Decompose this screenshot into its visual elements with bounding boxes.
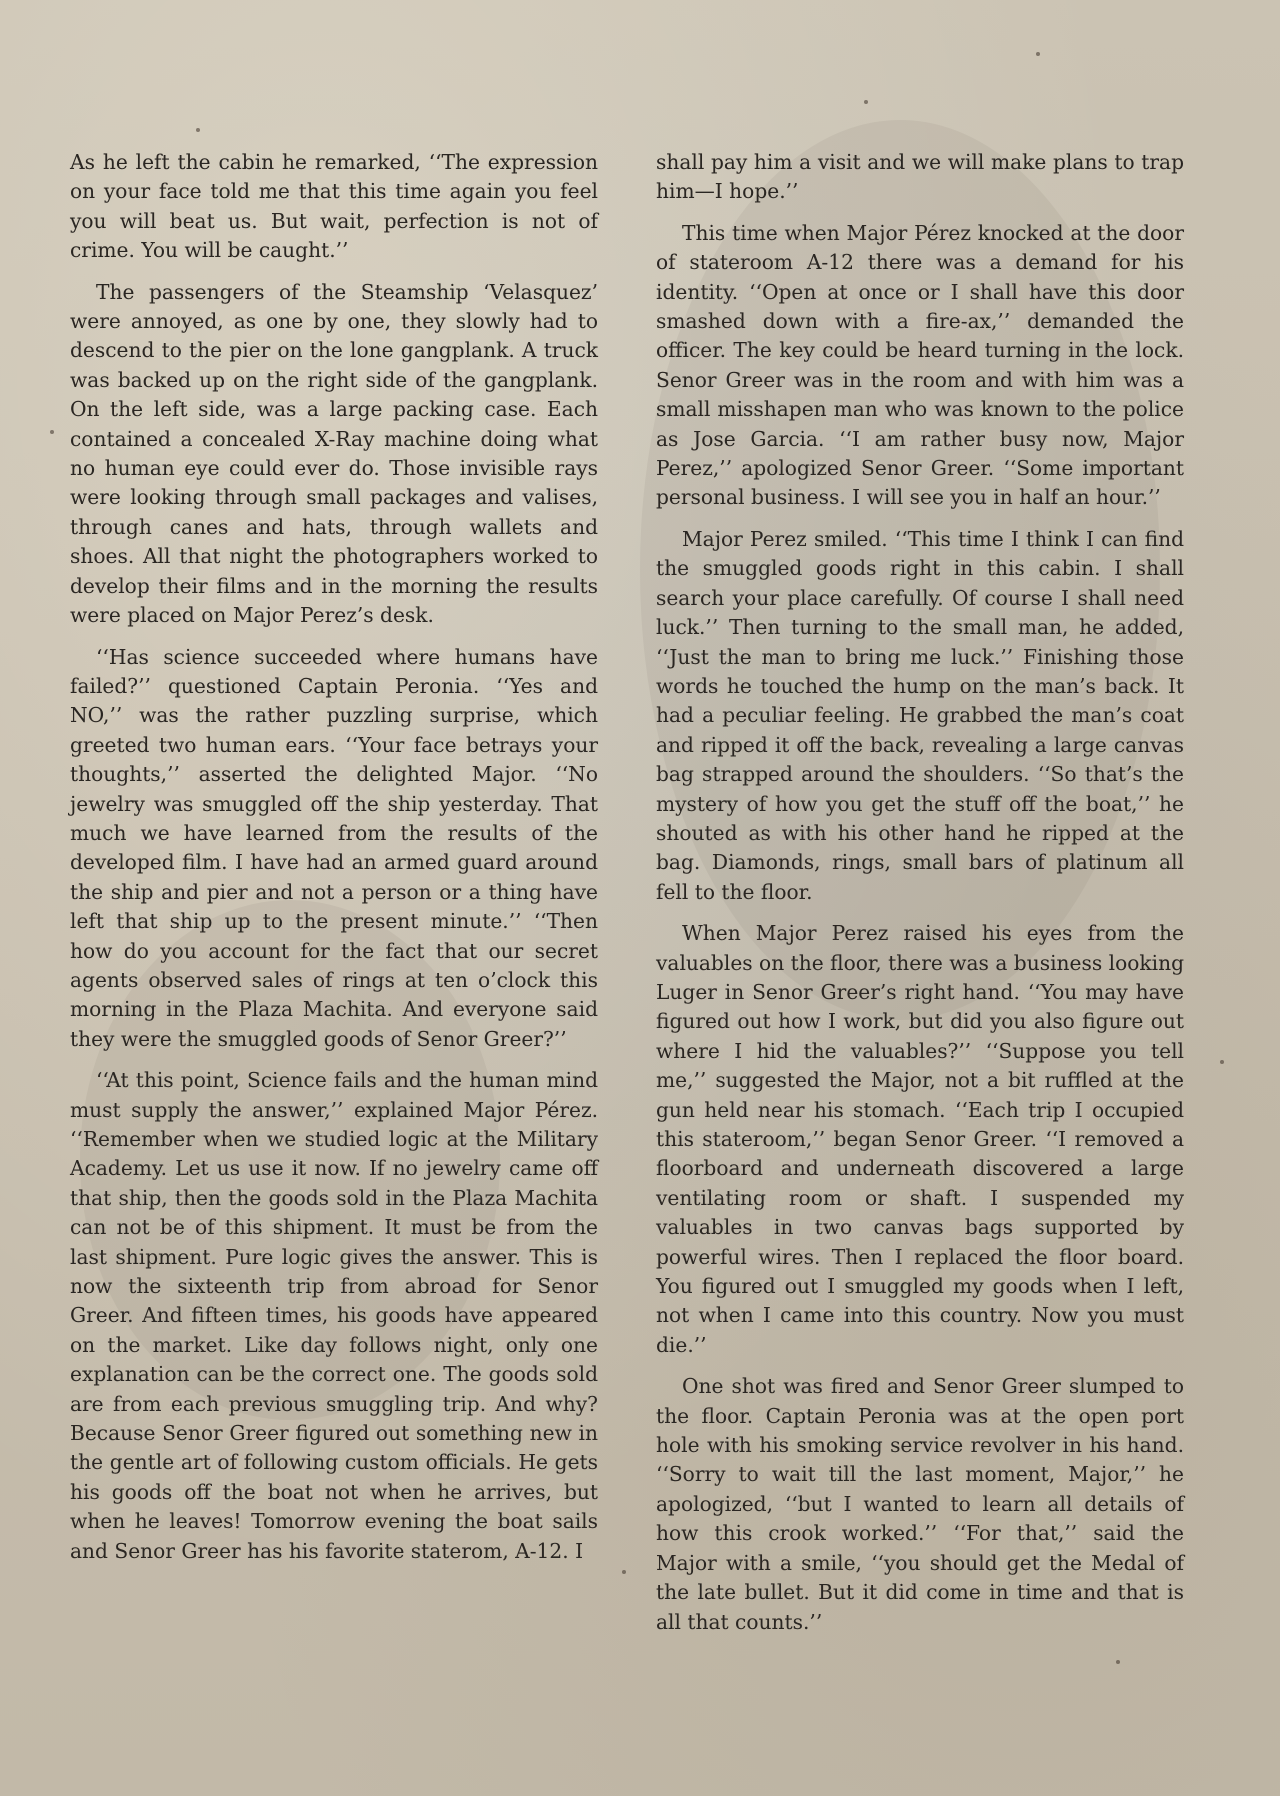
paragraph: One shot was fired and Senor Greer slumped to the floor. Captain Peronia was at the open port hole with his smoking service revolver in his hand. ‘‘Sorry to wait till the last moment, Major,’’ he apologized, ‘‘but I wanted to learn all details of how this crook worked.’’ ‘‘For that,’’ said the Major with a smile, ‘‘you should get the Medal of the late bullet. But it did come in time and that is all that counts.’’: [656, 1374, 1184, 1634]
paper-speck: [622, 1570, 626, 1574]
paper-speck: [1036, 52, 1040, 56]
paragraph: Major Perez smiled. ‘‘This time I think I can find the smuggled goods right in this cabin. I shall search your place carefully. Of course I shall need luck.’’ Then turning to the small man, he added, ‘‘Just the man to bring me luck.’’ Finishing those words he touched the hump on the man’s back. It had a peculiar feeling. He grabbed the man’s coat and ripped it off the back, revealing a large canvas bag strapped around the shoulders. ‘‘So that’s the mystery of how you get the stuff off the boat,’’ he shouted as with his other hand he ripped at the bag. Diamonds, rings, small bars of platinum all fell to the floor.: [656, 526, 1184, 904]
paper-speck: [196, 128, 200, 132]
paragraph: The passengers of the Steamship ‘Velasquez’ were annoyed, as one by one, they slowly had to descend to the pier on the lone gangplank. A truck was backed up on the right side of the gangplank. On the left side, was a large packing case. Each contained a concealed X-Ray machine doing what no human eye could ever do. Those invisible rays were looking through small packages and valises, through canes and hats, through wallets and shoes. All that night the photographers worked to develop their films and in the morning the results were placed on Major Perez’s desk.: [70, 279, 598, 628]
paper-speck: [1116, 1660, 1120, 1664]
paper-speck: [50, 430, 54, 434]
paragraph: As he left the cabin he remarked, ‘‘The expression on your face told me that this time again you feel you will beat us. But wait, perfection is not of crime. You will be caught.’’: [70, 150, 598, 263]
paragraph: shall pay him a visit and we will make plans to trap him—I hope.’’: [656, 150, 1184, 204]
paper-speck: [1220, 1060, 1224, 1064]
paragraph: When Major Perez raised his eyes from the valuables on the floor, there was a business looking Luger in Senor Greer’s right hand. ‘‘You may have figured out how I work, but did you also figure out where I hid the valuables?’’ ‘‘Suppose you tell me,’’ suggested the Major, not a bit ruffled at the gun held near his stomach. ‘‘Each trip I occupied this stateroom,’’ began Senor Greer. ‘‘I removed a floorboard and underneath discovered a large ventilating room or shaft. I suspended my valuables in two canvas bags supported by powerful wires. Then I replaced the floor board. You figured out I smuggled my goods when I left, not when I came into this country. Now you must die.’’: [656, 921, 1184, 1357]
paper-speck: [864, 100, 868, 104]
right-column: [656, 148, 1184, 1649]
paragraph: This time when Major Pérez knocked at the door of stateroom A-12 there was a demand for his identity. ‘‘Open at once or I shall have this door smashed down with a fire-ax,’’ demanded the officer. The key could be heard turning in the lock. Senor Greer was in the room and with him was a small misshapen man who was known to the police as Jose Garcia. ‘‘I am rather busy now, Major Perez,’’ apologized Senor Greer. ‘‘Some important personal business. I will see you in half an hour.’’: [656, 220, 1184, 510]
left-column: [70, 148, 598, 1578]
paragraph: ‘‘At this point, Science fails and the human mind must supply the answer,’’ explained Major Pérez. ‘‘Remember when we studied logic at the Military Academy. Let us use it now. If no jewelry came off that ship, then the goods sold in the Plaza Machita can not be of this shipment. It must be from the last shipment. Pure logic gives the answer. This is now the sixteenth trip from abroad for Senor Greer. And fifteen times, his goods have appeared on the market. Like day follows night, only one explanation can be the correct one. The goods sold are from each previous smuggling trip. And why? Because Senor Greer figured out something new in the gentle art of following custom officials. He gets his goods off the boat not when he arrives, but when he leaves! Tomorrow evening the boat sails and Senor Greer has his favorite staterom, A-12. I: [70, 1068, 598, 1563]
paragraph: ‘‘Has science succeeded where humans have failed?’’ questioned Captain Peronia. ‘‘Yes and NO,’’ was the rather puzzling surprise, which greeted two human ears. ‘‘Your face betrays your thoughts,’’ asserted the delighted Major. ‘‘No jewelry was smuggled off the ship yesterday. That much we have learned from the results of the developed film. I have had an armed guard around the ship and pier and not a person or a thing have left that ship up to the present minute.’’ ‘‘Then how do you account for the fact that our secret agents observed sales of rings at ten o’clock this morning in the Plaza Machita. And everyone said they were the smuggled goods of Senor Greer?’’: [70, 644, 598, 1051]
